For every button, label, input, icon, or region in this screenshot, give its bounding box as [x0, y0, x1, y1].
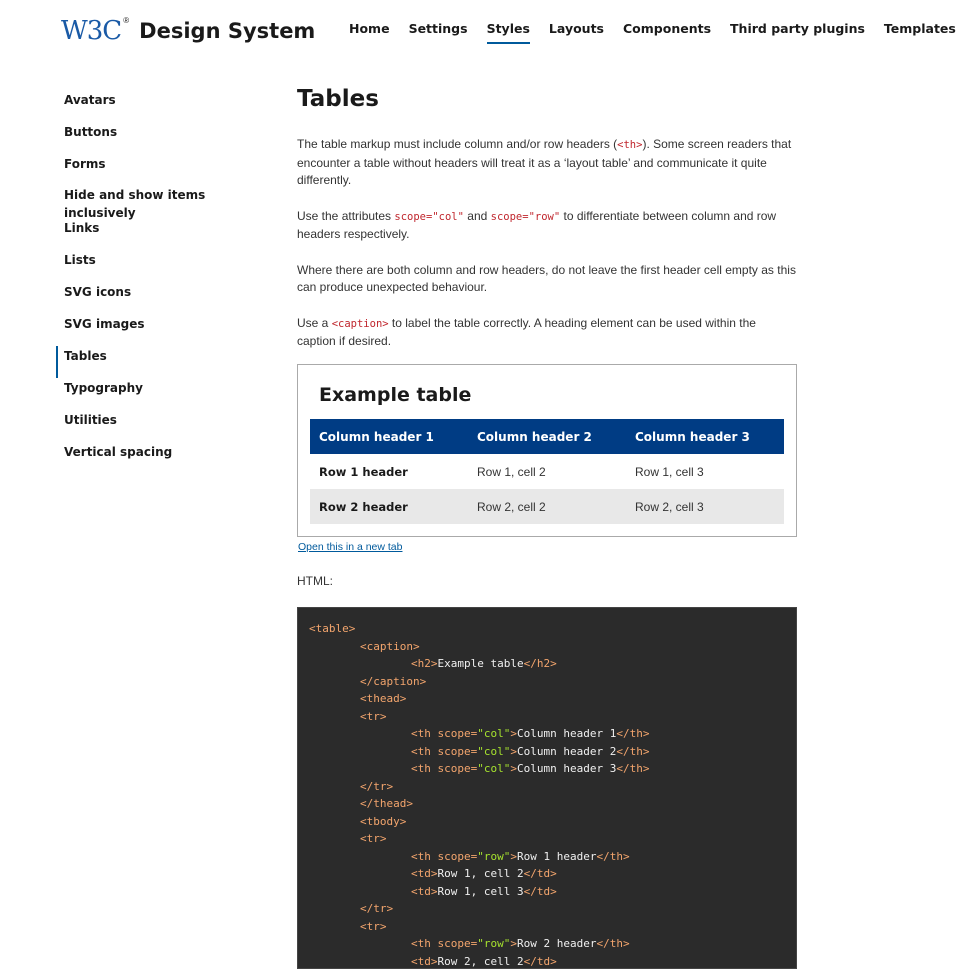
sidebar-item-label: Typography: [64, 379, 143, 397]
table-header-row: [310, 419, 784, 454]
code-line: <th scope="row">Row 2 header</th>: [411, 935, 630, 953]
sidebar-item-vertical-spacing[interactable]: [56, 442, 276, 474]
code-line: <th scope="col">Column header 2</th>: [411, 743, 649, 761]
sidebar-item-forms[interactable]: [56, 154, 276, 186]
open-in-new-tab-link[interactable]: Open this in a new tab: [298, 541, 402, 553]
nav-item-layouts[interactable]: Layouts: [549, 21, 604, 44]
code-line: <thead>: [360, 690, 406, 708]
code-line: </thead>: [360, 795, 413, 813]
main-nav: [349, 21, 975, 44]
nav-item-home[interactable]: Home: [349, 21, 390, 44]
column-header: Column header 1: [310, 419, 468, 454]
code-line: <tbody>: [360, 813, 406, 831]
table-cell: Row 1, cell 3: [626, 454, 784, 489]
sidebar-item-svg-icons[interactable]: [56, 282, 276, 314]
code-line: <table>: [309, 620, 355, 638]
sidebar-item-label: Utilities: [64, 411, 117, 429]
sidebar-item-label: Buttons: [64, 123, 117, 141]
sidebar-item-label: Avatars: [64, 91, 116, 109]
nav-item-templates[interactable]: Templates: [884, 21, 956, 44]
code-line: <h2>Example table</h2>: [411, 655, 557, 673]
sidebar-item-label: Tables: [64, 347, 107, 365]
code-line: <th scope="col">Column header 1</th>: [411, 725, 649, 743]
code-line: </tr>: [360, 778, 393, 796]
sidebar-item-lists[interactable]: [56, 250, 276, 282]
nav-item-settings[interactable]: Settings: [409, 21, 468, 44]
column-header: Column header 3: [626, 419, 784, 454]
sidebar-item-label: SVG icons: [64, 283, 131, 301]
main-content: [297, 86, 797, 369]
site-header: [0, 0, 930, 60]
table-row: [310, 454, 784, 489]
sidebar-item-tables[interactable]: [56, 346, 276, 378]
sidebar-item-avatars[interactable]: [56, 90, 276, 122]
row-header: Row 2 header: [310, 489, 468, 524]
sidebar-item-buttons[interactable]: [56, 122, 276, 154]
code-line: <td>Row 1, cell 2</td>: [411, 865, 557, 883]
intro-paragraph-2: Use the attributes scope="col" and scope="row" to differentiate between column and row headers respectively.: [297, 208, 797, 244]
sidebar-item-typography[interactable]: [56, 378, 276, 410]
sidebar-item-label: Forms: [64, 155, 106, 173]
intro-paragraph-4: Use a <caption> to label the table correctly. A heading element can be used within the caption if desired.: [297, 315, 797, 351]
page-title: Tables: [297, 86, 797, 112]
sidebar-item-label: SVG images: [64, 315, 145, 333]
code-line: <td>Row 2, cell 2</td>: [411, 953, 557, 970]
table-row: [310, 489, 784, 524]
row-header: Row 1 header: [310, 454, 468, 489]
code-line: <td>Row 1, cell 3</td>: [411, 883, 557, 901]
code-line: <th scope="col">Column header 3</th>: [411, 760, 649, 778]
code-line: <tr>: [360, 830, 387, 848]
example-frame: [297, 364, 797, 537]
table-cell: Row 2, cell 2: [468, 489, 626, 524]
sidebar-item-utilities[interactable]: [56, 410, 276, 442]
example-caption: Example table: [319, 384, 471, 406]
sidebar-item-label: Vertical spacing: [64, 443, 172, 461]
code-line: </tr>: [360, 900, 393, 918]
sidebar-item-label: Links: [64, 219, 99, 237]
nav-item-components[interactable]: Components: [623, 21, 711, 44]
table-cell: Row 2, cell 3: [626, 489, 784, 524]
code-line: <caption>: [360, 638, 420, 656]
html-label: HTML:: [297, 574, 333, 588]
code-line: <th scope="row">Row 1 header</th>: [411, 848, 630, 866]
example-table: [310, 419, 784, 524]
code-line: <tr>: [360, 918, 387, 936]
sidebar-item-svg-images[interactable]: [56, 314, 276, 346]
sidebar-item-hide-and-show-items-inclusively[interactable]: [56, 186, 276, 218]
sidebar-item-label: Hide and show items inclusively: [64, 186, 276, 222]
table-cell: Row 1, cell 2: [468, 454, 626, 489]
site-title: Design System: [139, 19, 315, 43]
w3c-logo: W3C ®: [61, 16, 121, 46]
intro-paragraph-1: The table markup must include column and/or row headers (<th>). Some screen readers that encounter a table without headers will treat it as a ‘layout table’ and communicate it quite differently.: [297, 136, 797, 190]
code-line: <tr>: [360, 708, 387, 726]
code-line: </caption>: [360, 673, 426, 691]
code-block[interactable]: [297, 607, 797, 969]
nav-item-third-party-plugins[interactable]: Third party plugins: [730, 21, 865, 44]
sidebar-nav: [56, 90, 276, 474]
logo-link[interactable]: [61, 16, 315, 46]
sidebar-item-links[interactable]: [56, 218, 276, 250]
sidebar-item-label: Lists: [64, 251, 96, 269]
column-header: Column header 2: [468, 419, 626, 454]
intro-paragraph-3: Where there are both column and row headers, do not leave the first header cell empty as this can produce unexpected behaviour.: [297, 262, 797, 297]
nav-item-styles[interactable]: Styles: [487, 21, 530, 44]
